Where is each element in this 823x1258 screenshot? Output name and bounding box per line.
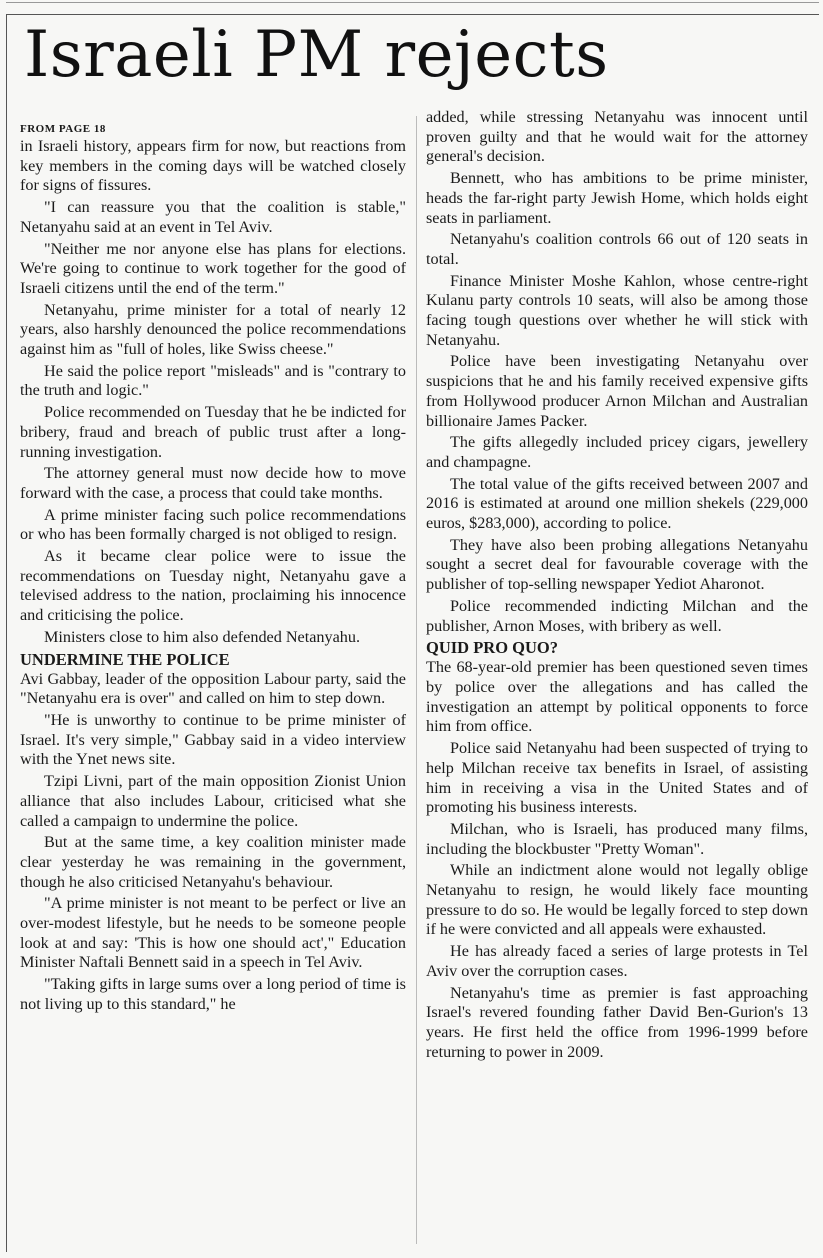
right-column — [426, 108, 808, 1064]
top-rule — [6, 2, 819, 3]
paragraph: Police said Netanyahu had been suspected of trying to help Milchan receive tax benefits in Israel, of assisting him in receiving a visa in the United States and of promoting his business interests. — [426, 739, 808, 817]
paragraph: The attorney general must now decide how to move forward with the case, a process that could take months. — [20, 464, 406, 502]
folio-from-page: FROM PAGE 18 — [20, 123, 106, 135]
paragraph: Bennett, who has ambitions to be prime minister, heads the far-right party Jewish Home, which holds eight seats in parliament. — [426, 169, 808, 227]
paragraph: "Taking gifts in large sums over a long period of time is not living up to this standard," he — [20, 975, 406, 1013]
paragraph: Avi Gabbay, leader of the opposition Labour party, said the "Netanyahu era is over" and called on him to step down. — [20, 669, 406, 708]
paragraph: Netanyahu's time as premier is fast approaching Israel's revered founding father David Ben-Gurion's 13 years. He first held the office from 1996-1999 before returning to power in 2009. — [426, 983, 808, 1061]
paragraph: "Neither me nor anyone else has plans for elections. We're going to continue to work together for the good of Israeli citizens until the end of the term." — [20, 239, 406, 297]
paragraph: Police recommended indicting Milchan and the publisher, Arnon Moses, with bribery as well. — [426, 596, 808, 635]
paragraph: Netanyahu's coalition controls 66 out of 120 seats in total. — [426, 230, 808, 268]
paragraph: The gifts allegedly included pricey cigars, jewellery and champagne. — [426, 433, 808, 471]
paragraph: "A prime minister is not meant to be perfect or live an over-modest lifestyle, but he needs to be someone people look at and say: 'This is how one should act'," Education Minister Naftali Bennett said in a speech in Tel Aviv. — [20, 894, 406, 972]
paragraph: Police have been investigating Netanyahu over suspicions that he and his family received expensive gifts from Hollywood producer Arnon Milchan and Australian billionaire James Packer. — [426, 352, 808, 430]
paragraph: They have also been probing allegations Netanyahu sought a secret deal for favourable coverage with the publisher of top-selling newspaper Yediot Aharonot. — [426, 535, 808, 594]
left-column — [20, 122, 406, 1017]
paragraph: Netanyahu, prime minister for a total of nearly 12 years, also harshly denounced the police recommendations against him as "full of holes, like Swiss cheese." — [20, 300, 406, 359]
paragraph: Finance Minister Moshe Kahlon, whose centre-right Kulanu party controls 10 seats, will also be among those facing tough questions over whether he will stick with Netanyahu. — [426, 271, 808, 349]
paragraph: in Israeli history, appears firm for now, but reactions from key members in the coming days will be watched closely for signs of fissures. — [20, 137, 406, 195]
paragraph: The 68-year-old premier has been questioned seven times by police over the allegations and has called the investigation an attempt by political opponents to force him from office. — [426, 658, 808, 736]
paragraph: Milchan, who is Israeli, has produced many films, including the blockbuster "Pretty Woman". — [426, 819, 808, 858]
paragraph: While an indictment alone would not legally oblige Netanyahu to resign, he would likely face mounting pressure to do so. He would be legally forced to step down if he were convicted and all appeals were exhausted. — [426, 861, 808, 939]
paragraph: The total value of the gifts received between 2007 and 2016 is estimated at around one million shekels (229,000 euros, $283,000), according to police. — [426, 474, 808, 533]
paragraph: A prime minister facing such police recommendations or who has been formally charged is not obliged to resign. — [20, 505, 406, 544]
paragraph: He said the police report "misleads" and is "contrary to the truth and logic." — [20, 361, 406, 400]
paragraph: "He is unworthy to continue to be prime minister of Israel. It's very simple," Gabbay said in a video interview with the Ynet news site. — [20, 710, 406, 769]
paragraph: Tzipi Livni, part of the main opposition Zionist Union alliance that also includes Labour, criticised what she called a campaign to undermine the police. — [20, 772, 406, 830]
paragraph: But at the same time, a key coalition minister made clear yesterday he was remaining in the government, though he also criticised Netanyahu's behaviour. — [20, 833, 406, 891]
subhead-quid-pro-quo: QUID PRO QUO? — [426, 638, 558, 658]
paragraph: "I can reassure you that the coalition is stable," Netanyahu said at an event in Tel Aviv. — [20, 198, 406, 236]
paragraph: He has already faced a series of large protests in Tel Aviv over the corruption cases. — [426, 942, 808, 980]
headline: Israeli PM rejects — [24, 18, 609, 92]
column-divider — [416, 116, 417, 1244]
paragraph: Ministers close to him also defended Netanyahu. — [44, 627, 361, 646]
paragraph: added, while stressing Netanyahu was innocent until proven guilty and that he would wait for the attorney general's decision. — [426, 108, 808, 166]
paragraph: Police recommended on Tuesday that he be indicted for bribery, fraud and breach of public trust after a long-running investigation. — [20, 403, 406, 461]
paragraph: As it became clear police were to issue the recommendations on Tuesday night, Netanyahu gave a televised address to the nation, proclaiming his innocence and criticising the police. — [20, 547, 406, 625]
subhead-undermine-the-police: UNDERMINE THE POLICE — [20, 649, 230, 669]
